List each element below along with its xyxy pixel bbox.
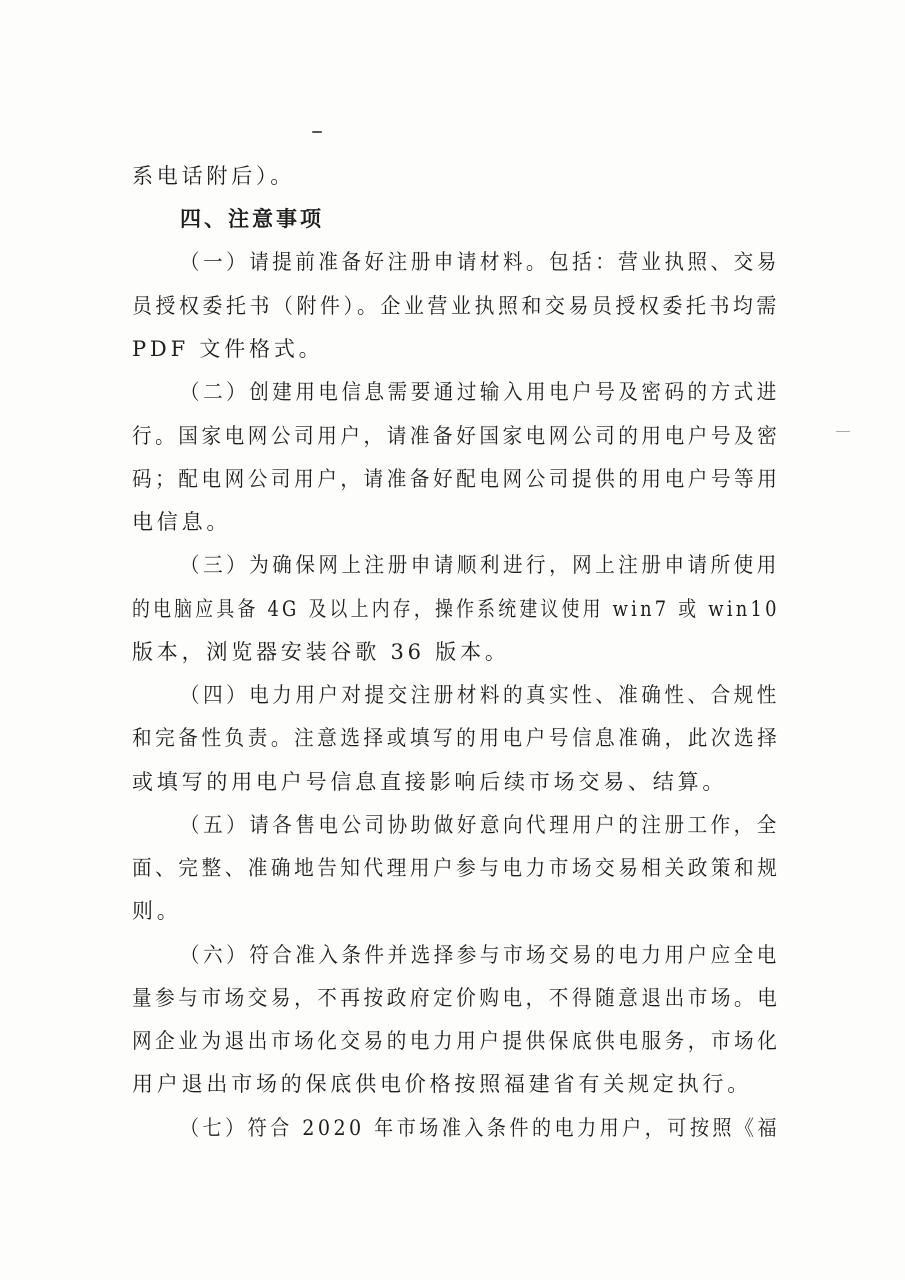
text-line: （七）符合 2020 年市场准入条件的电力用户，可按照《福 (180, 1116, 781, 1140)
text-line: 面、完整、准确地告知代理用户参与电力市场交易相关政策和规 (132, 856, 781, 880)
text-line: 行。国家电网公司用户，请准备好国家电网公司的用电户号及密 (132, 424, 781, 448)
text-line: 员授权委托书（附件）。企业营业执照和交易员授权委托书均需 (132, 294, 780, 318)
text-line: 或填写的用电户号信息直接影响后续市场交易、结算。 (132, 770, 728, 794)
text-line: 的电脑应具备 4G 及以上内存，操作系统建议使用 win7 或 win10 (132, 597, 780, 621)
text-line: （六）符合准入条件并选择参与市场交易的电力用户应全电 (180, 943, 780, 967)
text-line: PDF 文件格式。 (132, 337, 324, 361)
text-line: 则。 (132, 899, 182, 923)
text-line: （三）为确保网上注册申请顺利进行，网上注册申请所使用 (180, 553, 780, 577)
scan-mark (312, 131, 322, 133)
text-line: （一）请提前准备好注册申请材料。包括：营业执照、交易 (180, 250, 780, 274)
text-line: 和完备性负责。注意选择或填写的用电户号信息准确，此次选择 (132, 726, 781, 750)
text-line: 版本，浏览器安装谷歌 36 版本。 (132, 640, 510, 664)
text-line: 量参与市场交易，不再按政府定价购电，不得随意退出市场。电 (132, 986, 781, 1010)
text-line: 码；配电网公司用户，请准备好配电网公司提供的用电户号等用 (132, 467, 781, 491)
text-line: （四）电力用户对提交注册材料的真实性、准确性、合规性 (180, 683, 780, 707)
text-line: 系电话附后）。 (132, 164, 296, 188)
section-heading: 四、注意事项 (180, 207, 324, 231)
text-line: 网企业为退出市场化交易的电力用户提供保底供电服务，市场化 (132, 1029, 781, 1053)
scan-mark (836, 431, 850, 432)
text-line: （五）请各售电公司协助做好意向代理用户的注册工作，全 (180, 813, 780, 837)
text-line: 电信息。 (132, 510, 232, 534)
text-line: 用户退出市场的保底供电价格按照福建省有关规定执行。 (132, 1072, 752, 1096)
text-line: （二）创建用电信息需要通过输入用电户号及密码的方式进 (180, 380, 780, 404)
